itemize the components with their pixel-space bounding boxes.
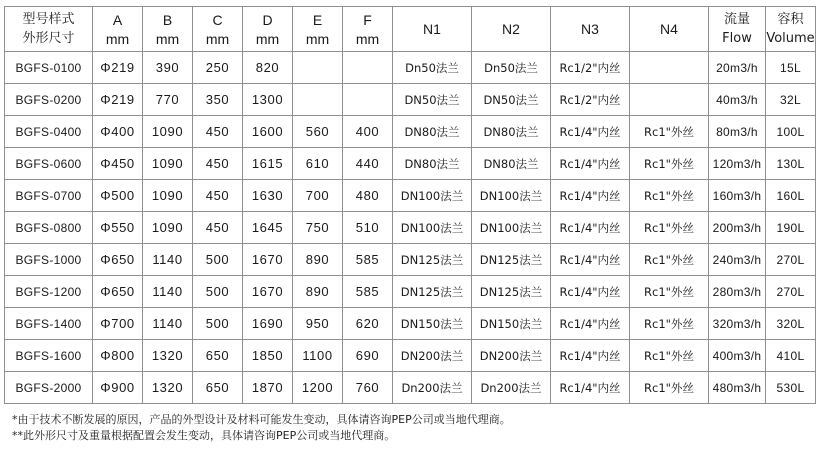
table-cell: 700 [293,180,343,212]
table-cell: 750 [293,212,343,244]
column-header-label: 容积 [777,11,804,27]
table-cell: 450 [193,212,243,244]
table-cell: Rc1/4"内丝 [551,308,630,340]
column-header-label: 流量 [723,11,750,27]
table-cell: 400 [343,116,393,148]
table-cell: Rc1"外丝 [630,148,709,180]
table-cell: Rc1"外丝 [630,244,709,276]
model-cell: BGFS-2000 [5,372,93,404]
table-cell: 510 [343,212,393,244]
model-cell: BGFS-0600 [5,148,93,180]
table-cell: 270L [766,276,816,308]
table-cell: Dn200法兰 [472,372,551,404]
table-cell: 650 [193,340,243,372]
table-cell: 1300 [243,84,293,116]
table-cell: 250 [193,52,243,84]
table-cell: Rc1/4"内丝 [551,180,630,212]
table-cell: 890 [293,244,343,276]
table-cell [343,84,393,116]
spec-table [4,6,816,404]
table-row [5,84,816,116]
table-cell: 15L [766,52,816,84]
column-header [193,7,243,52]
table-cell: Φ650 [93,276,143,308]
table-cell: 40m3/h [709,84,766,116]
column-header-unit: mm [255,30,280,47]
table-cell: 1690 [243,308,293,340]
table-cell: Φ550 [93,212,143,244]
table-cell: 270L [766,244,816,276]
table-cell: Φ219 [93,52,143,84]
table-cell [293,84,343,116]
column-header-unit: 外形尺寸 [22,30,75,46]
table-cell: 410L [766,340,816,372]
column-header-label: E [312,11,323,28]
table-cell: 160L [766,180,816,212]
table-cell: 1670 [243,276,293,308]
table-cell: DN200法兰 [393,340,472,372]
table-cell: DN125法兰 [393,244,472,276]
model-cell: BGFS-0100 [5,52,93,84]
table-cell: Rc1"外丝 [630,212,709,244]
column-header-label: N2 [502,21,520,37]
table-cell: 32L [766,84,816,116]
table-cell: 1320 [143,372,193,404]
table-cell: 760 [343,372,393,404]
column-header [472,7,551,52]
column-header-label: D [262,11,273,28]
table-cell: 1090 [143,212,193,244]
table-row [5,212,816,244]
column-header [766,7,816,52]
column-header [93,7,143,52]
table-cell: Rc1/4"内丝 [551,276,630,308]
table-cell: Rc1/2"内丝 [551,52,630,84]
table-cell: 320m3/h [709,308,766,340]
column-header [243,7,293,52]
table-cell: DN100法兰 [472,212,551,244]
column-header-label: 型号样式 [22,11,75,27]
table-row [5,116,816,148]
column-header-unit: mm [105,30,130,47]
table-cell: 280m3/h [709,276,766,308]
table-cell: 1645 [243,212,293,244]
table-cell: Φ500 [93,180,143,212]
table-cell: Rc1/4"内丝 [551,340,630,372]
column-header-unit: Flow [722,30,752,46]
footnote-2: **此外形尺寸及重量根据配置会发生变动，具体请咨询PEP公司或当地代理商。 [12,429,396,442]
table-cell: 160m3/h [709,180,766,212]
table-cell: 440 [343,148,393,180]
table-cell: 1140 [143,308,193,340]
table-cell: 130L [766,148,816,180]
model-cell: BGFS-1000 [5,244,93,276]
table-cell: Rc1"外丝 [630,180,709,212]
table-cell: 585 [343,276,393,308]
table-cell: 450 [193,116,243,148]
table-cell: Rc1"外丝 [630,308,709,340]
table-cell: Φ800 [93,340,143,372]
model-cell: BGFS-1400 [5,308,93,340]
table-row [5,52,816,84]
table-cell: 610 [293,148,343,180]
column-header-label: N4 [660,21,678,37]
column-header [393,7,472,52]
table-cell: 1140 [143,276,193,308]
table-row [5,276,816,308]
table-cell: 1615 [243,148,293,180]
table-cell: 1670 [243,244,293,276]
model-cell: BGFS-1200 [5,276,93,308]
table-body [5,52,816,404]
model-cell: BGFS-0400 [5,116,93,148]
table-cell: 1140 [143,244,193,276]
table-cell: Rc1/2"内丝 [551,84,630,116]
table-cell: DN150法兰 [472,308,551,340]
table-cell: 120m3/h [709,148,766,180]
table-cell: 585 [343,244,393,276]
table-cell: Rc1/4"内丝 [551,212,630,244]
column-header [343,7,393,52]
table-cell: 190L [766,212,816,244]
column-header [293,7,343,52]
column-header [630,7,709,52]
table-cell: 690 [343,340,393,372]
table-cell: 890 [293,276,343,308]
model-cell: BGFS-0800 [5,212,93,244]
table-cell: DN80法兰 [393,148,472,180]
table-cell: Φ900 [93,372,143,404]
table-cell: DN150法兰 [393,308,472,340]
table-cell: 500 [193,308,243,340]
table-cell: 100L [766,116,816,148]
table-row [5,372,816,404]
table-cell: 620 [343,308,393,340]
table-cell: 480 [343,180,393,212]
table-cell: 1100 [293,340,343,372]
table-cell: 1600 [243,116,293,148]
table-cell: 350 [193,84,243,116]
table-cell: 770 [143,84,193,116]
table-row [5,148,816,180]
table-cell: Rc1/4"内丝 [551,372,630,404]
table-row [5,340,816,372]
table-cell: DN100法兰 [393,212,472,244]
table-cell: 1320 [143,340,193,372]
column-header-unit: Volume [766,30,815,46]
table-cell: DN125法兰 [393,276,472,308]
table-cell: DN100法兰 [393,180,472,212]
table-cell: 1090 [143,116,193,148]
column-header-unit: mm [205,30,230,47]
table-cell: 1870 [243,372,293,404]
table-cell: DN50法兰 [393,84,472,116]
table-cell [630,52,709,84]
table-cell: 1200 [293,372,343,404]
column-header-label: F [363,11,372,28]
table-cell: 390 [143,52,193,84]
table-cell: Rc1"外丝 [630,340,709,372]
table-cell: 240m3/h [709,244,766,276]
table-cell: DN50法兰 [472,84,551,116]
table-cell: 80m3/h [709,116,766,148]
column-header-unit: mm [155,30,180,47]
column-header-label: C [212,11,223,28]
table-cell: 950 [293,308,343,340]
table-row [5,180,816,212]
table-cell: Rc1/4"内丝 [551,148,630,180]
table-cell [293,52,343,84]
table-cell: 400m3/h [709,340,766,372]
table-cell: 500 [193,276,243,308]
header-row [5,7,816,52]
table-cell [343,52,393,84]
table-cell: Φ400 [93,116,143,148]
table-cell: 480m3/h [709,372,766,404]
column-header-label: N1 [423,21,441,37]
column-header [709,7,766,52]
column-header [551,7,630,52]
table-cell: 650 [193,372,243,404]
table-cell: Rc1/4"内丝 [551,244,630,276]
table-cell: 20m3/h [709,52,766,84]
table-cell: 560 [293,116,343,148]
footnotes [12,412,511,444]
table-cell: Φ700 [93,308,143,340]
table-cell: 500 [193,244,243,276]
table-cell: DN100法兰 [472,180,551,212]
table-cell: DN125法兰 [472,276,551,308]
table-cell: 1090 [143,148,193,180]
table-cell: 1630 [243,180,293,212]
model-cell: BGFS-0700 [5,180,93,212]
column-header-label: N3 [581,21,599,37]
table-cell: 450 [193,148,243,180]
column-header-label: A [112,11,123,28]
table-cell: DN125法兰 [472,244,551,276]
table-cell: Rc1"外丝 [630,372,709,404]
table-row [5,244,816,276]
column-header [5,7,93,52]
table-cell: Φ650 [93,244,143,276]
table-cell: Dn50法兰 [393,52,472,84]
table-cell: Φ450 [93,148,143,180]
table-cell: 1090 [143,180,193,212]
table-cell: 450 [193,180,243,212]
table-cell [630,84,709,116]
table-cell: DN80法兰 [472,148,551,180]
table-cell: Rc1"外丝 [630,276,709,308]
table-cell: Dn50法兰 [472,52,551,84]
column-header-unit: mm [305,30,330,47]
table-cell: Dn200法兰 [393,372,472,404]
table-cell: 200m3/h [709,212,766,244]
model-cell: BGFS-0200 [5,84,93,116]
table-cell: Rc1/4"内丝 [551,116,630,148]
column-header [143,7,193,52]
table-cell: 320L [766,308,816,340]
table-cell: 820 [243,52,293,84]
column-header-label: B [162,11,173,28]
table-cell: 530L [766,372,816,404]
model-cell: BGFS-1600 [5,340,93,372]
column-header-unit: mm [355,30,380,47]
table-cell: Rc1"外丝 [630,116,709,148]
table-cell: DN80法兰 [393,116,472,148]
table-cell: DN80法兰 [472,116,551,148]
table-cell: DN200法兰 [472,340,551,372]
table-cell: Φ219 [93,84,143,116]
table-cell: 1850 [243,340,293,372]
table-row [5,308,816,340]
footnote-1: *由于技术不断发展的原因，产品的外型设计及材料可能发生变动，具体请咨询PEP公司或当地代理商。 [12,413,511,426]
